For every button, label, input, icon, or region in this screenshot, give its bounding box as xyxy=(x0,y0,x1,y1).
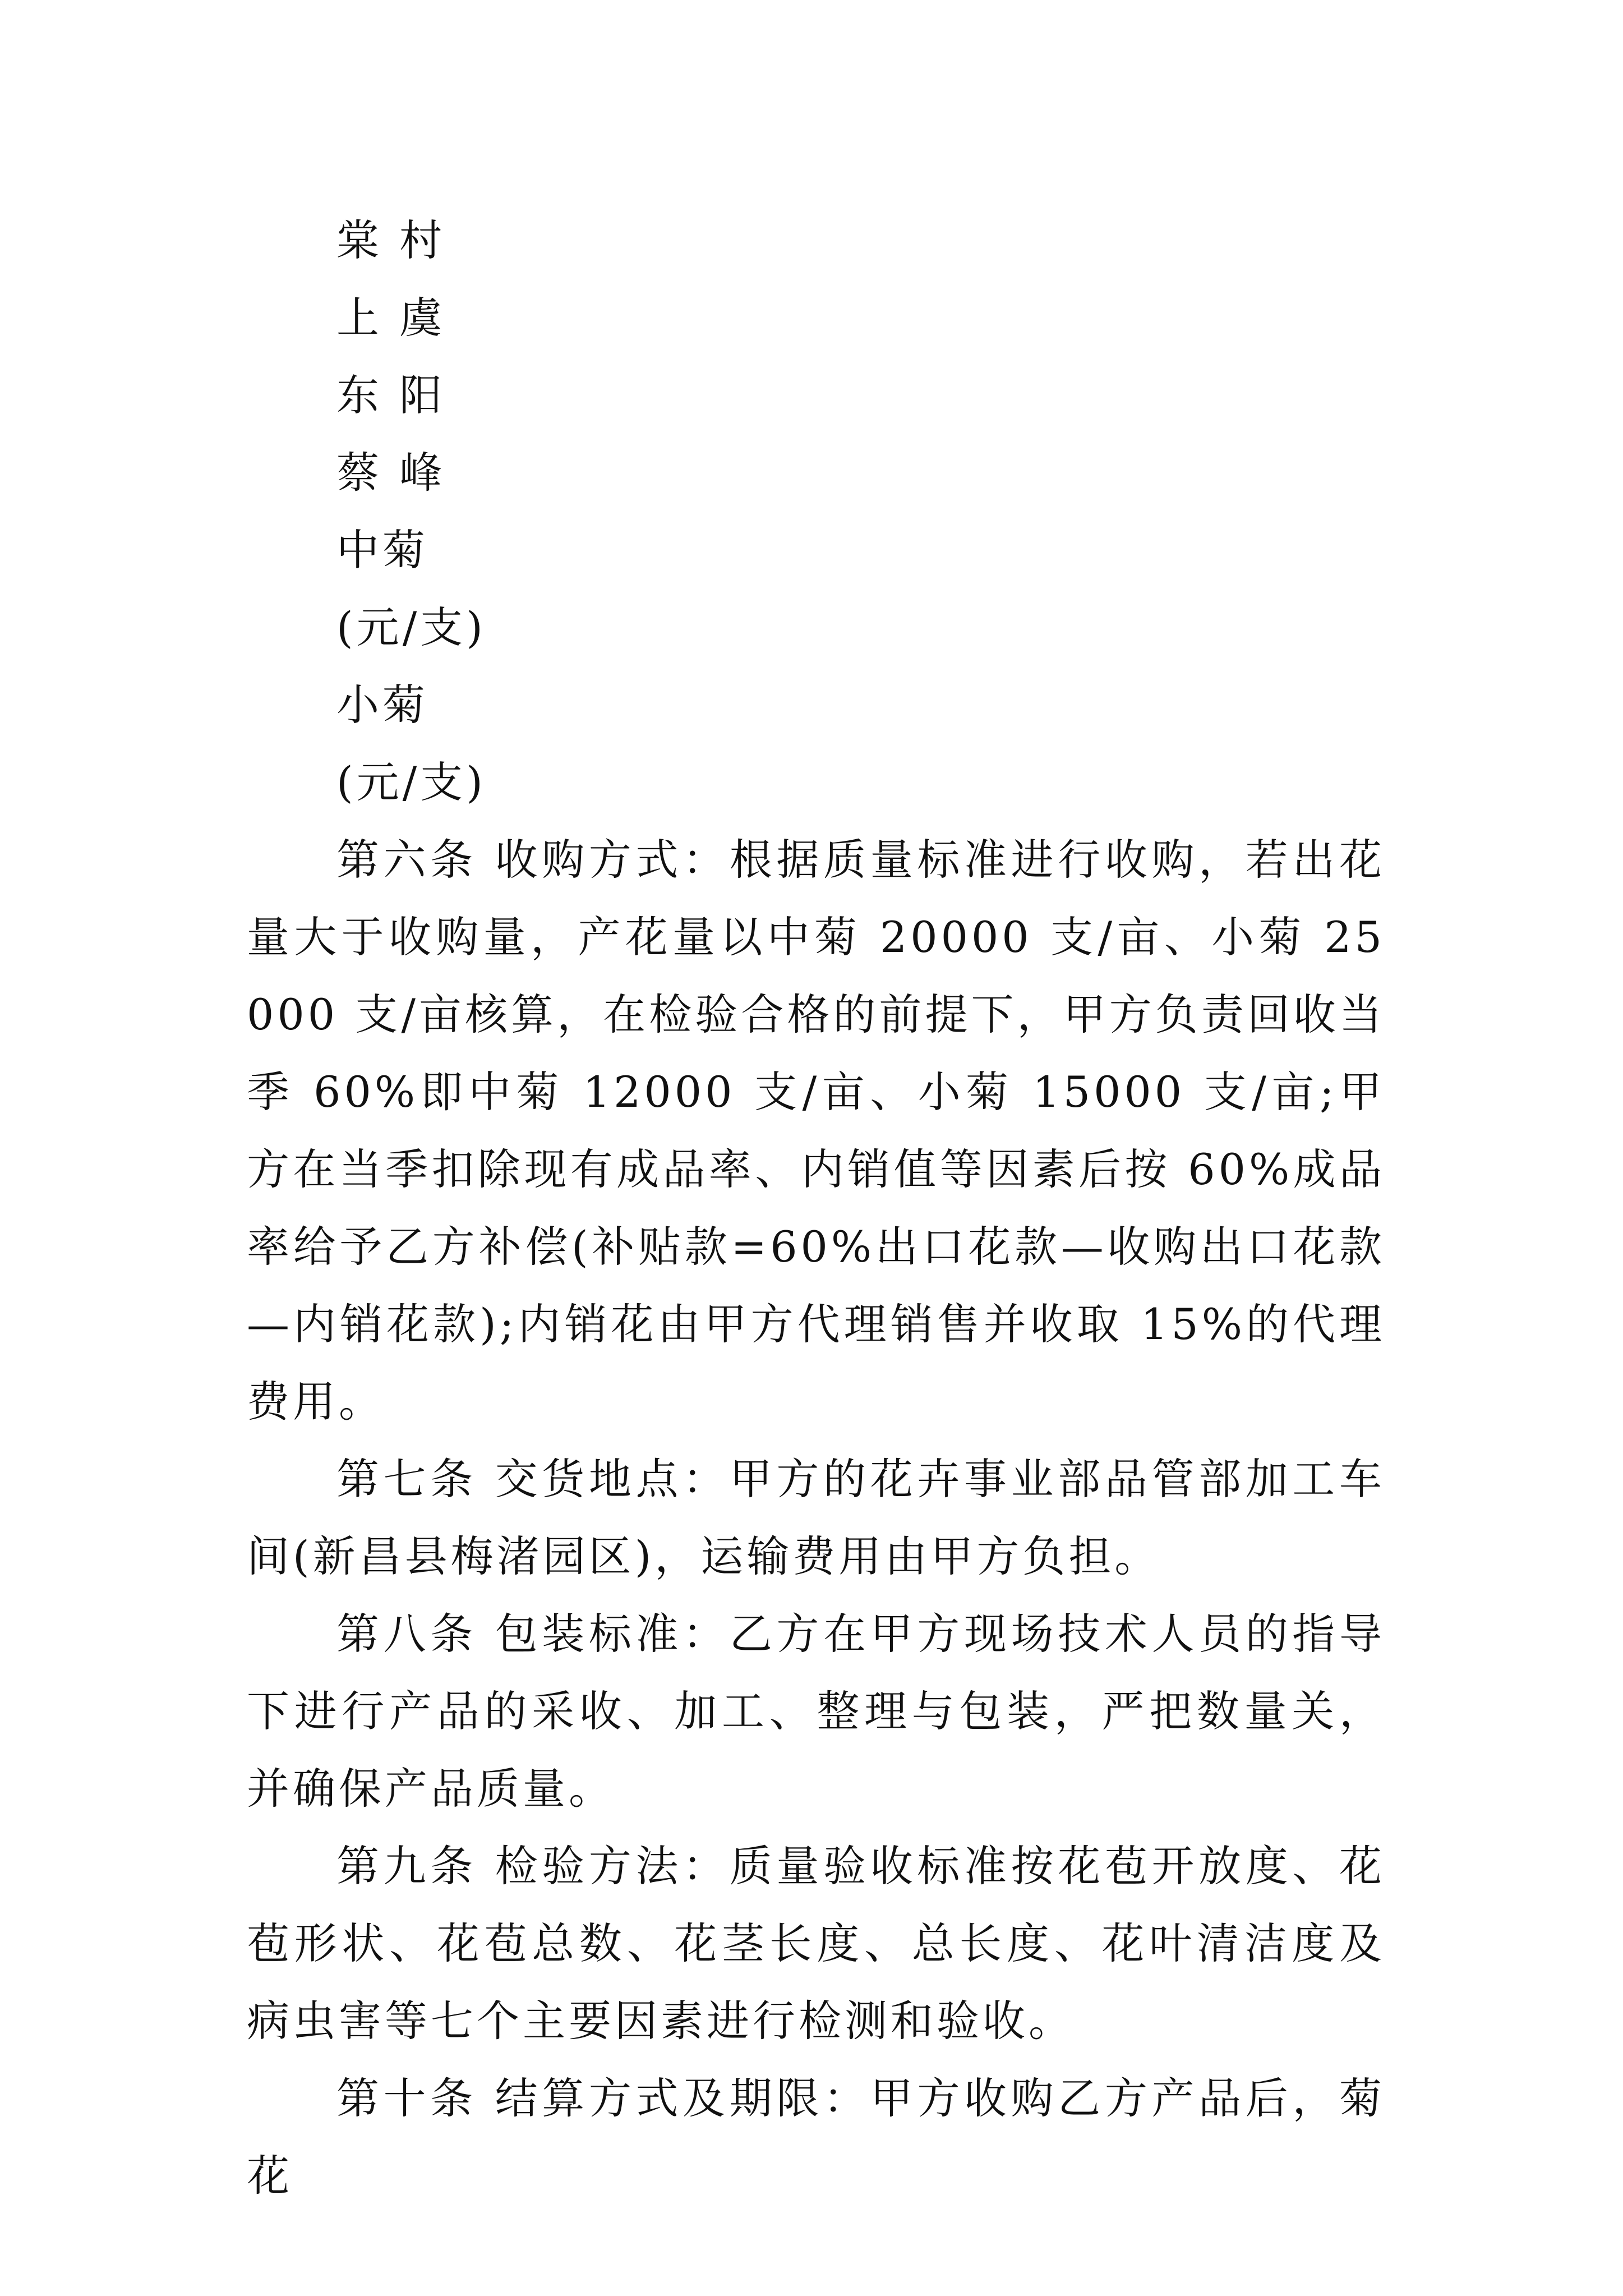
list-item: 棠 村 xyxy=(336,215,446,265)
list-item: 小菊 xyxy=(336,680,428,730)
article-9-inspection-method: 第九条 检验方法：质量验收标准按花苞开放度、花苞形状、花苞总数、花茎长度、总长度、花叶清洁度及病虫害等七个主要因素进行检测和验收。 xyxy=(247,1841,1385,2046)
list-item: (元/支) xyxy=(336,602,486,652)
list-item: 蔡 峰 xyxy=(336,448,446,498)
list-item: 中菊 xyxy=(336,525,428,575)
list-item: (元/支) xyxy=(336,757,486,807)
article-10-settlement: 第十条 结算方式及期限：甲方收购乙方产品后，菊花 xyxy=(247,2073,1385,2201)
document-body xyxy=(247,202,1385,2215)
article-7-delivery-location: 第七条 交货地点：甲方的花卉事业部品管部加工车间(新昌县梅渚园区)，运输费用由甲方负担。 xyxy=(247,1454,1385,1581)
article-6-purchase-method: 第六条 收购方式：根据质量标准进行收购，若出花量大于收购量，产花量以中菊 20000 支/亩、小菊 25000 支/亩核算，在检验合格的前提下，甲方负责回收当季 60%即中菊 12000 支/亩、小菊 15000 支/亩;甲方在当季扣除现有成品率、内销值等因素后按 60%成品率给予乙方补偿(补贴款=60%出口花款—收购出口花款—内销花款);内销花由甲方代理销售并收取 15%的代理费用。 xyxy=(247,835,1385,1427)
list-item: 上 虞 xyxy=(336,293,446,343)
article-8-packaging-standard: 第八条 包装标准：乙方在甲方现场技术人员的指导下进行产品的采收、加工、整理与包装，严把数量关，并确保产品质量。 xyxy=(247,1609,1385,1814)
list-item: 东 阳 xyxy=(336,370,446,420)
